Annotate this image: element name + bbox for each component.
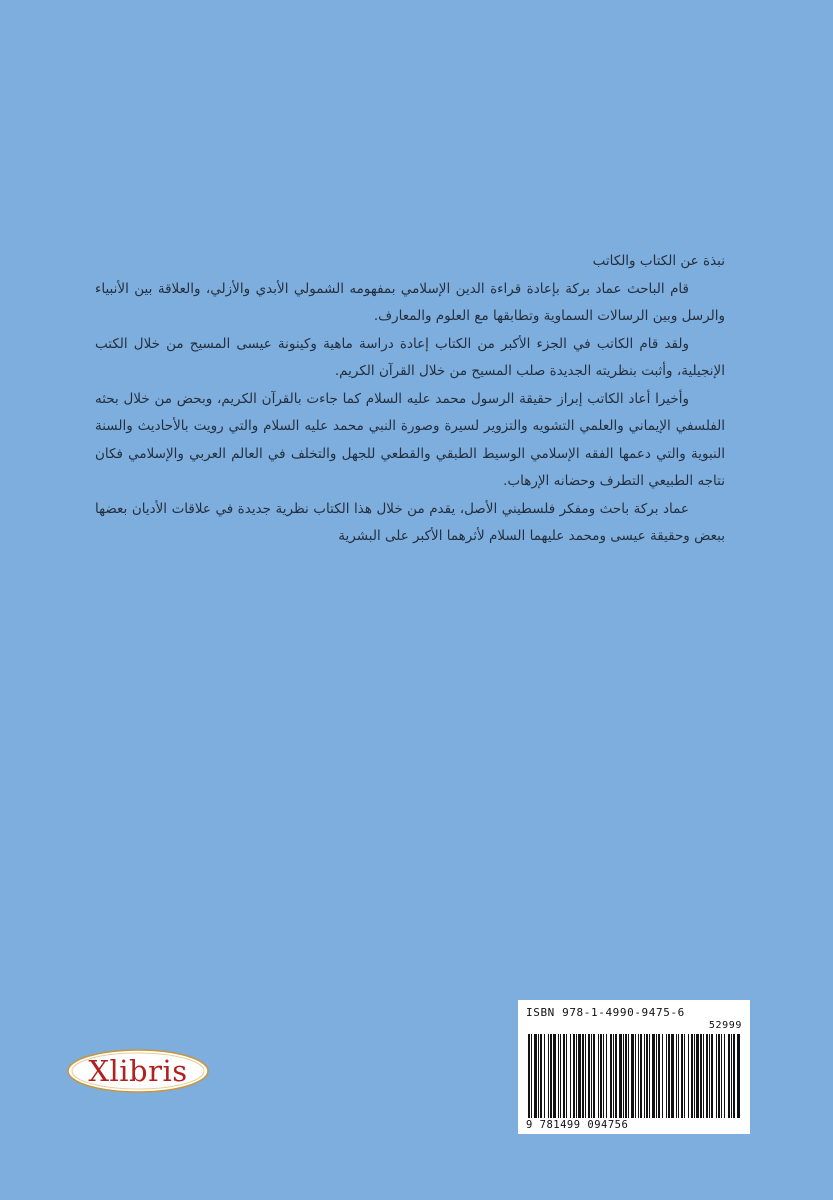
- blurb-heading: نبذة عن الكتاب والكاتب: [592, 253, 725, 269]
- blurb-paragraph-4: عماد بركة باحث ومفكر فلسطيني الأصل، يقدم من خلال هذا الكتاب نظرية جديدة في علاقات الأديان بعضها ببعض وحقيقة عيسى ومحمد عليهما السلام لأثرهما الأكبر على البشرية: [95, 500, 725, 544]
- blurb-paragraph-3: وأخيرا أعاد الكاتب إبراز حقيقة الرسول محمد عليه السلام كما جاءت بالقرآن الكريم، وبحض من خلال بحثه الفلسفي الإيماني والعلمي التشويه والتزوير لسيرة وصورة النبي محمد عليه السلام والتي رويت بالأحاديث والسنة النبوية والتي دعمها الفقه الإسلامي الوسيط الطبقي والقطعي للجهل والتخلف في العالم العربي والإسلامي فكان نتاجه الطبيعي التطرف وحضانه الإرهاب.: [95, 390, 725, 489]
- blurb-paragraph-2: ولقد قام الكاتب في الجزء الأكبر من الكتاب إعادة دراسة ماهية وكينونة عيسى المسيح من خلال الكتب الإنجيلية، وأثبت بنظريته الجديدة صلب المسيح من خلال القرآن الكريم.: [95, 335, 725, 379]
- isbn-barcode: [518, 1000, 750, 1134]
- publisher-logo: [64, 1046, 212, 1096]
- blurb-paragraph-1: قام الباحث عماد بركة بإعادة قراءة الدين الإسلامي بمفهومه الشمولي الأبدي والأزلي، والعلاقة بين الأنبياء والرسل وبين الرسالات السماوية وتطابقها مع العلوم والمعارف.: [95, 280, 725, 324]
- ean-digits: 9 781499 094756: [526, 1119, 629, 1131]
- isbn-label: ISBN 978-1-4990-9475-6: [526, 1006, 685, 1019]
- book-blurb: [95, 248, 725, 551]
- price-code: 52999: [708, 1020, 742, 1031]
- publisher-logo-text: Xlibris: [88, 1054, 188, 1088]
- barcode-bars-icon: [526, 1034, 742, 1118]
